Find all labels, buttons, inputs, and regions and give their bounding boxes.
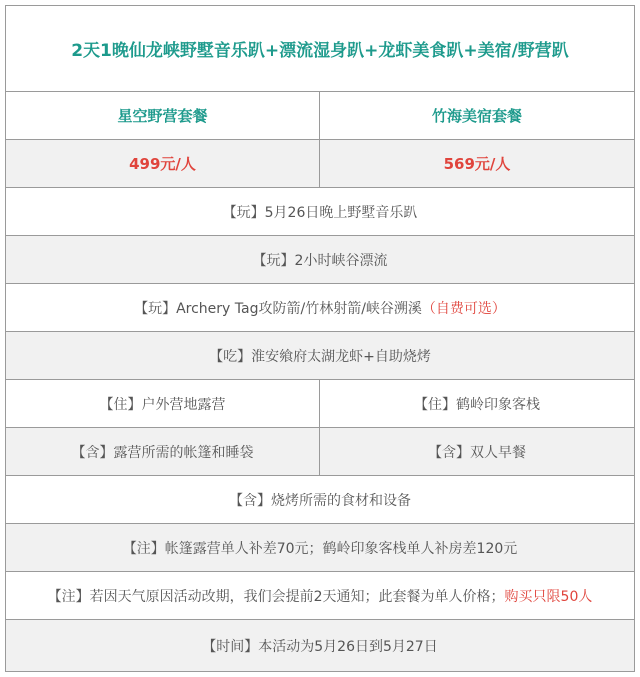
eat-item: 【吃】淮安飨府太湖龙虾+自助烧烤	[209, 348, 431, 365]
include-breakfast-item: 【含】双人早餐	[428, 444, 526, 461]
stay-row	[6, 380, 634, 428]
itinerary-table	[5, 5, 635, 672]
play-rafting-item: 【玩】2小时峡谷漂流	[252, 252, 388, 269]
purchase-limit-note: 购买只限50人	[504, 588, 593, 605]
event-time-item: 【时间】本活动为5月26日到5月27日	[202, 638, 438, 655]
stay-inn-item: 【住】鹤岭印象客栈	[414, 396, 540, 413]
play-archery-item	[6, 284, 634, 331]
note-surcharge-item: 【注】帐篷露营单人补差70元；鹤岭印象客栈单人补房差120元	[122, 540, 518, 557]
package-homestay-name: 竹海美宿套餐	[431, 107, 522, 125]
play-music-row	[6, 188, 634, 236]
event-title: 2天1晚仙龙峡野墅音乐趴+漂流湿身趴+龙虾美食趴+美宿/野营趴	[71, 41, 569, 61]
include-split-row	[6, 428, 634, 476]
stay-camping-item: 【住】户外营地露营	[6, 380, 320, 427]
include-tent-item: 【含】露营所需的帐篷和睡袋	[6, 428, 320, 475]
note-surcharge-row	[6, 524, 634, 572]
include-bbq-row	[6, 476, 634, 524]
optional-fee-note: （自费可选）	[421, 300, 506, 317]
package-camping-price: 499元/人	[6, 140, 320, 187]
note-weather-row	[6, 572, 634, 620]
note-weather-item	[6, 572, 634, 619]
play-archery-text: 【玩】Archery Tag攻防箭/竹林射箭/峡谷溯溪	[134, 300, 422, 317]
time-row	[6, 620, 634, 671]
note-weather-text: 【注】若因天气原因活动改期，我们会提前2天通知；此套餐为单人价格；	[47, 588, 505, 605]
package-price-row	[6, 140, 634, 188]
eat-row	[6, 332, 634, 380]
include-bbq-item: 【含】烧烤所需的食材和设备	[229, 492, 411, 509]
play-archery-row	[6, 284, 634, 332]
title-row	[6, 6, 634, 92]
package-name-row	[6, 92, 634, 140]
package-homestay-price: 569元/人	[443, 155, 511, 173]
play-music-item: 【玩】5月26日晚上野墅音乐趴	[222, 204, 418, 221]
package-camping-name: 星空野营套餐	[6, 92, 320, 139]
play-rafting-row	[6, 236, 634, 284]
